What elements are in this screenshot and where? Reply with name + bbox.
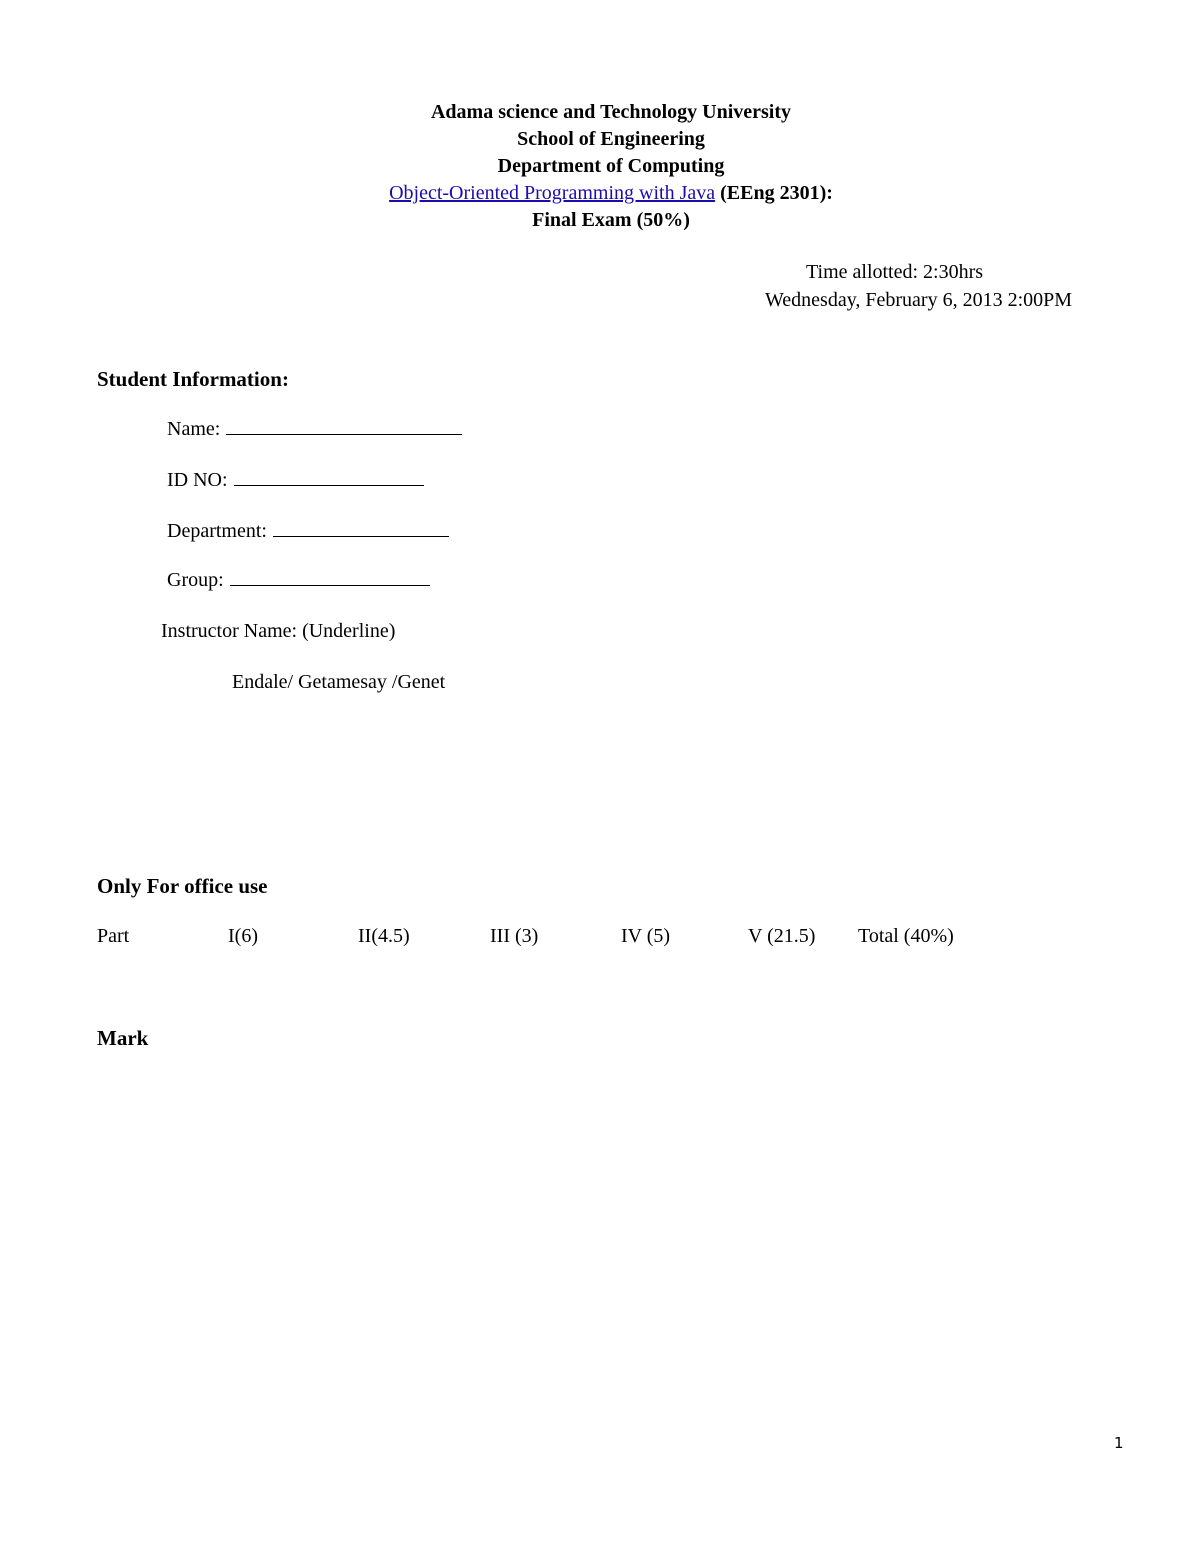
id-field-row bbox=[167, 469, 424, 492]
university-name: Adama science and Technology University bbox=[430, 101, 792, 123]
department-field-row bbox=[167, 520, 449, 543]
part-v: V (21.5) bbox=[748, 925, 816, 947]
time-allotted: Time allotted: 2:30hrs bbox=[806, 261, 984, 283]
mark-label: Mark bbox=[97, 1026, 149, 1050]
id-label: ID NO: bbox=[167, 469, 228, 491]
instructor-label: Instructor Name: (Underline) bbox=[161, 620, 396, 642]
group-field-row bbox=[167, 569, 430, 592]
page-number: 1 bbox=[1114, 1434, 1124, 1452]
department-blank[interactable] bbox=[273, 520, 449, 537]
part-ii: II(4.5) bbox=[358, 925, 410, 947]
part-iii: III (3) bbox=[490, 925, 539, 947]
part-iv: IV (5) bbox=[621, 925, 671, 947]
group-label: Group: bbox=[167, 569, 224, 591]
department-name: Department of Computing bbox=[497, 155, 725, 177]
group-blank[interactable] bbox=[230, 569, 430, 586]
name-label: Name: bbox=[167, 418, 221, 440]
exam-date-time: Wednesday, February 6, 2013 2:00PM bbox=[765, 289, 1073, 311]
office-use-heading: Only For office use bbox=[97, 874, 268, 898]
department-label: Department: bbox=[167, 520, 267, 542]
course-name-link[interactable]: Object-Oriented Programming with Java bbox=[389, 182, 716, 204]
part-label: Part bbox=[97, 925, 130, 947]
part-total: Total (40%) bbox=[858, 925, 954, 947]
student-info-heading: Student Information: bbox=[97, 367, 289, 391]
instructor-names: Endale/ Getamesay /Genet bbox=[232, 671, 446, 693]
school-name: School of Engineering bbox=[517, 128, 705, 150]
course-code: (EEng 2301): bbox=[720, 182, 833, 204]
exam-title: Final Exam (50%) bbox=[532, 209, 690, 231]
id-blank[interactable] bbox=[234, 469, 424, 486]
part-i: I(6) bbox=[228, 925, 258, 947]
name-field-row bbox=[167, 418, 462, 441]
course-line bbox=[0, 180, 1200, 207]
name-blank[interactable] bbox=[226, 418, 462, 435]
